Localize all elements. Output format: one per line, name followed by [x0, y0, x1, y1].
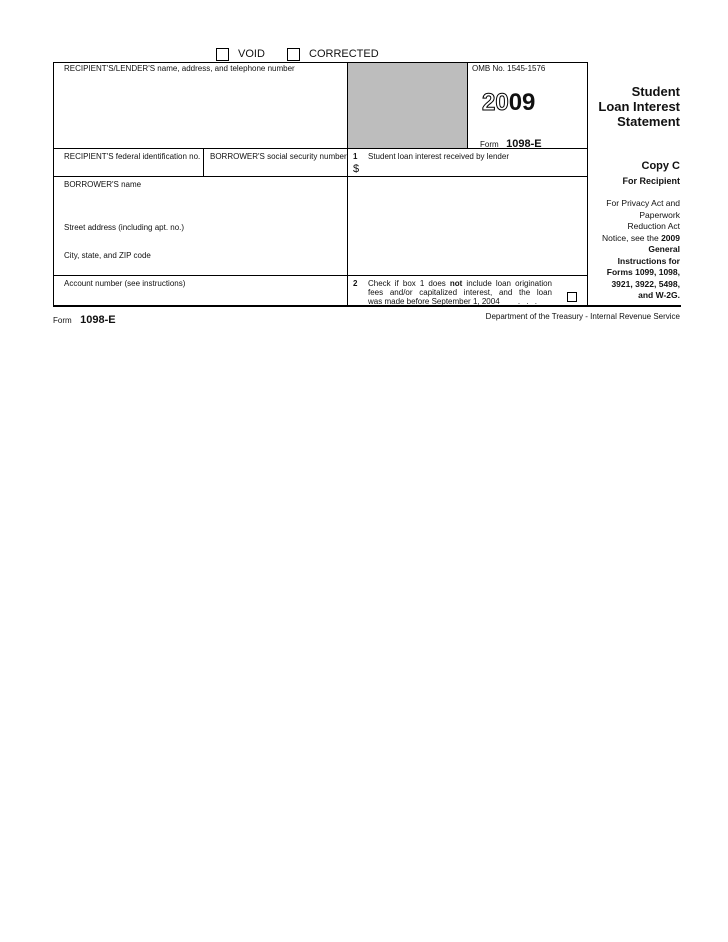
privacy-line-3: Reduction Act [627, 221, 680, 231]
recipient-fed-id-label: RECIPIENT'S federal identification no. [64, 152, 201, 161]
header-form-number: 1098-E [506, 138, 542, 150]
privacy-line-4-year: 2009 [661, 232, 680, 243]
fedid-row-bottom-line [53, 176, 347, 177]
recipient-name-label: RECIPIENT'S/LENDER'S name, address, and telephone number [64, 64, 295, 73]
box1-label: Student loan interest received by lender [368, 152, 509, 161]
left-border [53, 62, 54, 306]
void-label: VOID [238, 48, 265, 60]
box1-number: 1 [353, 152, 358, 161]
privacy-line-4 [588, 233, 680, 245]
omb-divider [467, 62, 468, 149]
tax-year-outline-digits: 20 [482, 89, 509, 116]
tax-year-solid-digits: 09 [508, 89, 536, 116]
privacy-line-9: and W-2G. [638, 290, 680, 300]
footer-form-word: Form [53, 316, 72, 325]
privacy-line-2: Paperwork [639, 209, 680, 220]
box1-bottom-line [347, 176, 587, 177]
privacy-line-8: 3921, 3922, 5498, [611, 278, 680, 289]
corrected-checkbox[interactable] [287, 48, 300, 61]
title-line-3: Statement [617, 114, 680, 129]
form-title [592, 84, 680, 129]
fedid-ssn-divider [203, 148, 204, 176]
footer-form-number: 1098-E [80, 314, 116, 326]
for-recipient-label: For Recipient [622, 176, 680, 186]
box1-currency: $ [353, 163, 360, 175]
void-checkbox[interactable] [216, 48, 229, 61]
tax-year [482, 90, 535, 116]
privacy-line-7: Forms 1099, 1098, [606, 267, 680, 277]
box2-text [368, 279, 552, 306]
privacy-line-6: Instructions for [617, 255, 680, 266]
corrected-label: CORRECTED [309, 48, 379, 60]
header-form-id [480, 134, 542, 152]
title-line-2: Loan Interest [598, 99, 680, 114]
box2-line2: fees and/or capitalized interest, and the loan [368, 288, 552, 297]
title-line-1: Student [631, 84, 680, 99]
footer-department: Department of the Treasury - Internal Revenue Service [485, 312, 680, 321]
box2-line1-not: not [449, 279, 463, 288]
borrower-name-label: BORROWER'S name [64, 180, 142, 189]
privacy-line-4-pre: Notice, see the [602, 232, 662, 243]
box2-line3: was made before September 1, 2004 [368, 297, 500, 306]
header-form-word: Form [480, 140, 499, 149]
box2-checkbox[interactable] [567, 292, 577, 302]
borrower-ssn-label: BORROWER'S social security number [210, 152, 347, 161]
copy-c-title: Copy C [641, 160, 680, 172]
box2-dots: . . . [517, 297, 539, 306]
omb-number: OMB No. 1545-1576 [472, 64, 546, 73]
borrower-block-bottom-line [53, 275, 587, 276]
street-address-label: Street address (including apt. no.) [64, 223, 185, 232]
box2-line1-post: include loan origination [462, 279, 553, 288]
city-state-zip-label: City, state, and ZIP code [64, 251, 151, 260]
box2-line1-pre: Check if box 1 does [368, 279, 450, 288]
privacy-line-1: For Privacy Act and [606, 198, 680, 208]
privacy-line-5: General [648, 244, 680, 254]
shaded-area [348, 63, 467, 148]
form-top-line [53, 62, 587, 63]
account-number-label: Account number (see instructions) [64, 279, 186, 288]
box2-number: 2 [353, 279, 358, 288]
privacy-notice [588, 198, 680, 302]
footer-form-id [53, 310, 116, 328]
